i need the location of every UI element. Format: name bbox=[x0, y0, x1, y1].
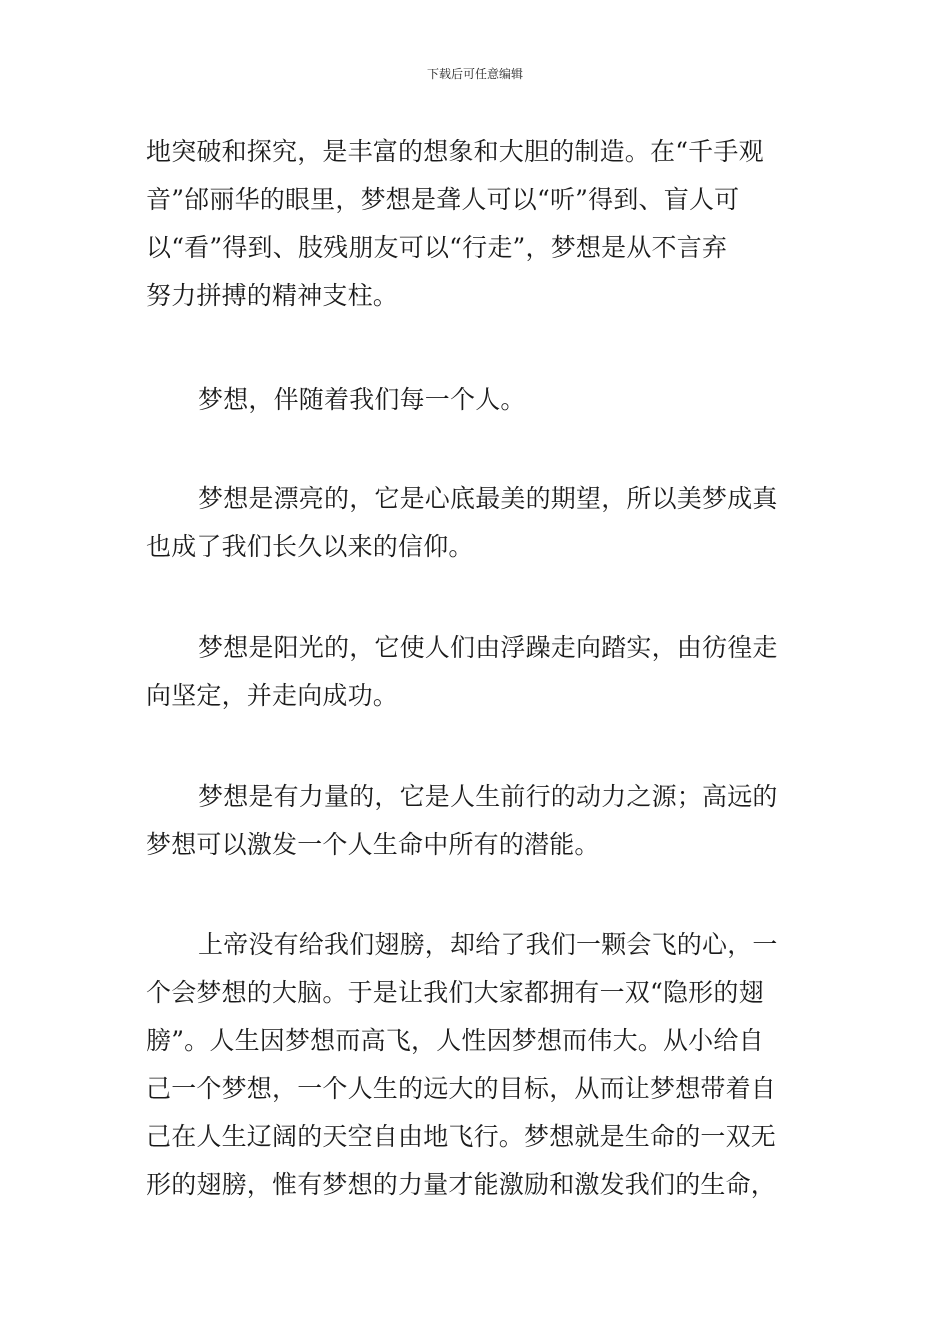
paragraph-5 bbox=[146, 773, 808, 869]
paragraph-line: 也成了我们长久以来的信仰。 bbox=[146, 532, 474, 561]
paragraph-line: 音”邰丽华的眼里，梦想是聋人可以“听”得到、盲人可 bbox=[146, 185, 740, 214]
paragraph-line: 地突破和探究，是丰富的想象和大胆的制造。在“千手观 bbox=[146, 137, 764, 166]
paragraph-line: 己在人生辽阔的天空自由地飞行。梦想就是生命的一双无 bbox=[146, 1122, 777, 1151]
paragraph-4 bbox=[146, 624, 808, 720]
paragraph-2 bbox=[146, 376, 808, 424]
paragraph-line: 以“看”得到、肢残朋友可以“行走”，梦想是从不言弃 bbox=[146, 233, 728, 262]
paragraph-1 bbox=[146, 128, 808, 320]
paragraph-line: 梦想是漂亮的，它是心底最美的期望，所以美梦成真 bbox=[198, 484, 778, 513]
paragraph-line: 梦想，伴随着我们每一个人。 bbox=[198, 385, 526, 414]
paragraph-line: 膀”。人生因梦想而高飞，人性因梦想而伟大。从小给自 bbox=[146, 1026, 764, 1055]
paragraph-line: 梦想是有力量的，它是人生前行的动力之源；高远的 bbox=[198, 782, 778, 811]
paragraph-line: 己一个梦想，一个人生的远大的目标，从而让梦想带着自 bbox=[146, 1074, 777, 1103]
paragraph-line: 形的翅膀，惟有梦想的力量才能激励和激发我们的生命， bbox=[146, 1170, 777, 1199]
paragraph-line: 梦想是阳光的，它使人们由浮躁走向踏实，由彷徨走 bbox=[198, 633, 778, 662]
paragraph-line: 向坚定，并走向成功。 bbox=[146, 681, 399, 710]
paragraph-line: 个会梦想的大脑。于是让我们大家都拥有一双“隐形的翅 bbox=[146, 978, 764, 1007]
paragraph-line: 上帝没有给我们翅膀，却给了我们一颗会飞的心，一 bbox=[198, 930, 778, 959]
header-note: 下载后可任意编辑 bbox=[426, 67, 523, 81]
paragraph-6 bbox=[146, 921, 808, 1209]
paragraph-line: 梦想可以激发一个人生命中所有的潜能。 bbox=[146, 830, 600, 859]
paragraph-3 bbox=[146, 475, 808, 571]
paragraph-line: 努力拼搏的精神支柱。 bbox=[146, 281, 399, 310]
